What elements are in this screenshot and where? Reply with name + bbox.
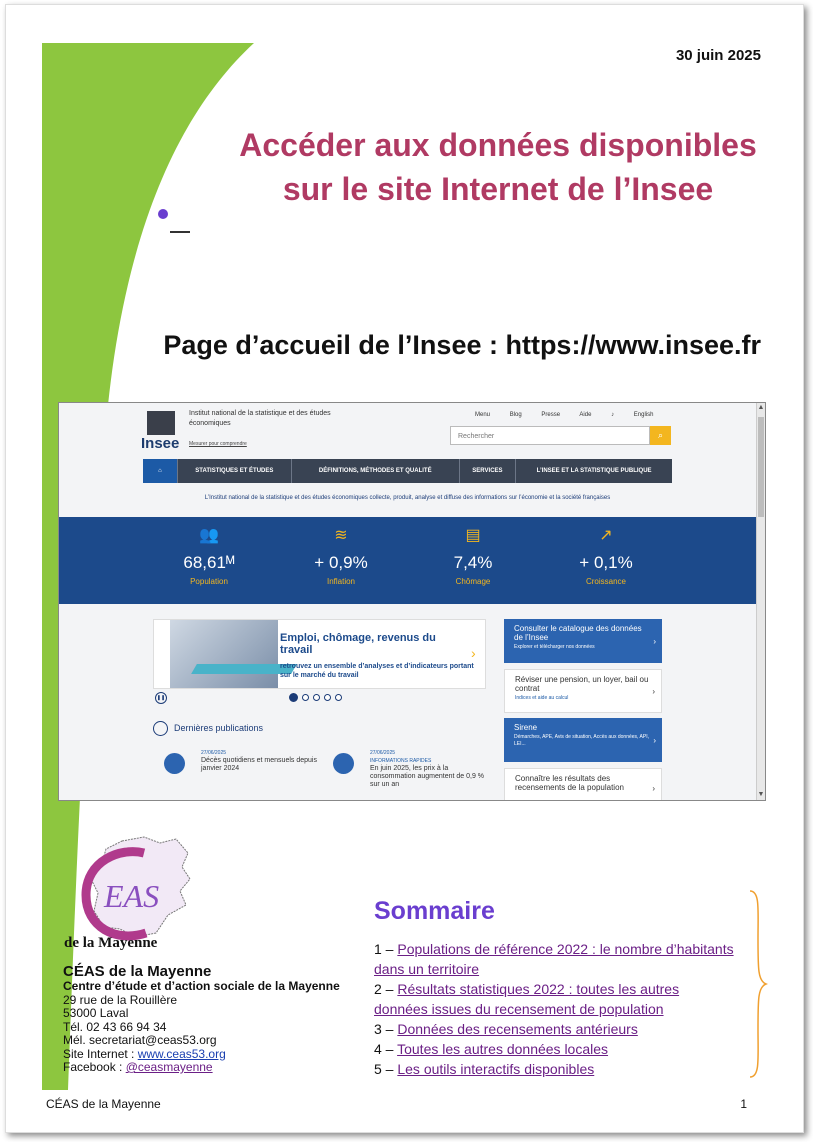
publication-item: 27/06/2025 Décès quotidiens et mensuels depuis janvier 2024 (201, 749, 321, 773)
top-link: English (633, 412, 654, 418)
address-line: 53000 Laval (63, 1006, 129, 1020)
sommaire-item: 2 – Résultats statistiques 2022 : toutes les autres données issues du recensement de population (374, 981, 680, 1017)
insee-banner: Emploi, chômage, revenus du travail retrouvez un ensemble d’analyses et d’indicateurs portant sur le marché du travail (153, 619, 486, 689)
sommaire-item: 1 – Populations de référence 2022 : le nombre d’habitants dans un territoire (374, 941, 734, 977)
insee-logo: Insee (141, 411, 181, 451)
carousel-dots (289, 694, 342, 702)
sommaire-item: 4 – Toutes les autres données locales (374, 1041, 609, 1057)
stat-chomage: ▤ 7,4% Chômage (423, 525, 523, 586)
scrollbar: ▲ ▼ (757, 404, 765, 798)
insee-tagline: Mesurer pour comprendre (189, 441, 247, 447)
sommaire-link[interactable]: Données des recensements antérieurs (397, 1021, 638, 1037)
sommaire-link[interactable]: Toutes les autres données locales (397, 1041, 609, 1057)
website-link[interactable]: www.ceas53.org (137, 1046, 226, 1061)
section-subtitle: Page d’accueil de l’Insee : https://www.insee.fr (163, 330, 761, 360)
top-link: Presse (541, 412, 561, 418)
stat-population: 👥 68,61ᴹ Population (159, 525, 259, 586)
stat-croissance: ↗ + 0,1% Croissance (556, 525, 656, 586)
address-line: 29 rue de la Rouillère (63, 992, 178, 1007)
side-link-pension: Réviser une pension, un loyer, bail ou contrat Indices et aide au calcul › (504, 669, 662, 713)
purple-dot (158, 209, 168, 219)
side-link-recensement: Connaître les résultats des recensements de la population › (504, 768, 662, 801)
stat-inflation: ≋ + 0,9% Inflation (291, 525, 391, 586)
people-icon (164, 753, 185, 774)
pause-icon: ❚❚ (155, 692, 167, 704)
phone: Tél. 02 43 66 94 34 (63, 1019, 167, 1034)
document-date: 30 juin 2025 (675, 47, 761, 64)
insee-search-input: Rechercher (450, 426, 650, 445)
banner-image (170, 620, 278, 688)
sommaire-item: 3 – Données des recensements antérieurs (374, 1021, 638, 1037)
ceas-logo-subtitle: de la Mayenne (64, 935, 158, 951)
insee-institute-name: Institut national de la statistique et des études économiques (189, 410, 331, 427)
org-name: CÉAS de la Mayenne (63, 963, 212, 980)
sommaire-link[interactable]: Les outils interactifs disponibles (397, 1061, 595, 1077)
email: Mél. secretariat@ceas53.org (63, 1033, 217, 1047)
coins-icon: ≋ (334, 527, 348, 544)
facebook-line: Facebook : @ceasmayenne (63, 1060, 213, 1074)
top-link: Blog (509, 412, 522, 418)
side-link-catalogue: Consulter le catalogue des données de l’Insee Explorer et télécharger nos données › (504, 619, 662, 663)
document-page (5, 4, 804, 1133)
side-link-sirene: Sirene Démarches, APE, Avis de situation, Accès aux données, API, LEI... › (504, 718, 662, 762)
insee-key-figures (59, 517, 756, 604)
chevron-right-icon: › (471, 645, 476, 661)
home-icon: ⌂ (143, 459, 178, 483)
nav-item: STATISTIQUES ET ÉTUDES (178, 459, 292, 483)
page-number: 1 (740, 1097, 747, 1111)
sommaire-list (374, 939, 736, 1079)
nav-item: L’INSEE ET LA STATISTIQUE PUBLIQUE (536, 468, 652, 474)
decorative-dash (170, 231, 190, 233)
latest-publications-heading: Dernières publications (153, 721, 263, 736)
clipboard-icon: ▤ (465, 527, 481, 544)
trend-icon: ↗ (599, 527, 613, 544)
insee-top-links (475, 412, 671, 418)
search-icon: ⌕ (650, 426, 671, 445)
document-title: Accéder aux données disponibles sur le site Internet de l’Insee (239, 127, 757, 207)
insee-homepage-screenshot (58, 402, 766, 801)
chart-icon (333, 753, 354, 774)
eye-icon (153, 721, 168, 736)
top-link: Menu (475, 412, 491, 418)
sommaire-item: 5 – Les outils interactifs disponibles (374, 1061, 595, 1077)
sommaire-title: Sommaire (374, 897, 495, 925)
org-full-name: Centre d’étude et d’action sociale de la Mayenne (63, 979, 340, 993)
footer-org: CÉAS de la Mayenne (46, 1097, 161, 1111)
insee-main-nav (143, 459, 672, 483)
publication-item: 27/06/2025 INFORMATIONS RAPIDES En juin 2025, les prix à la consommation augmentent de 0,9 % sur un an (370, 749, 485, 789)
facebook-link[interactable]: @ceasmayenne (125, 1060, 213, 1074)
insee-intro: L’Institut national de la statistique et des études économiques collecte, produit, analyse et diffuse des informations sur l’économie et la société françaises (204, 495, 611, 501)
people-icon: 👥 (199, 527, 219, 544)
top-link: Aide (579, 412, 592, 418)
nav-item: SERVICES (460, 459, 517, 483)
website-line: Site Internet : www.ceas53.org (63, 1046, 226, 1061)
svg-text:EAS: EAS (104, 878, 160, 914)
sommaire-link[interactable]: Résultats statistiques 2022 : toutes les autres données issues du recensement de population (374, 981, 680, 1017)
nav-item: DÉFINITIONS, MÉTHODES ET QUALITÉ (292, 459, 460, 483)
right-brace (748, 889, 768, 1079)
contact-block (63, 963, 340, 1075)
sommaire-link[interactable]: Populations de référence 2022 : le nombre d’habitants dans un territoire (374, 941, 734, 977)
ear-icon: ♪ (611, 412, 615, 418)
